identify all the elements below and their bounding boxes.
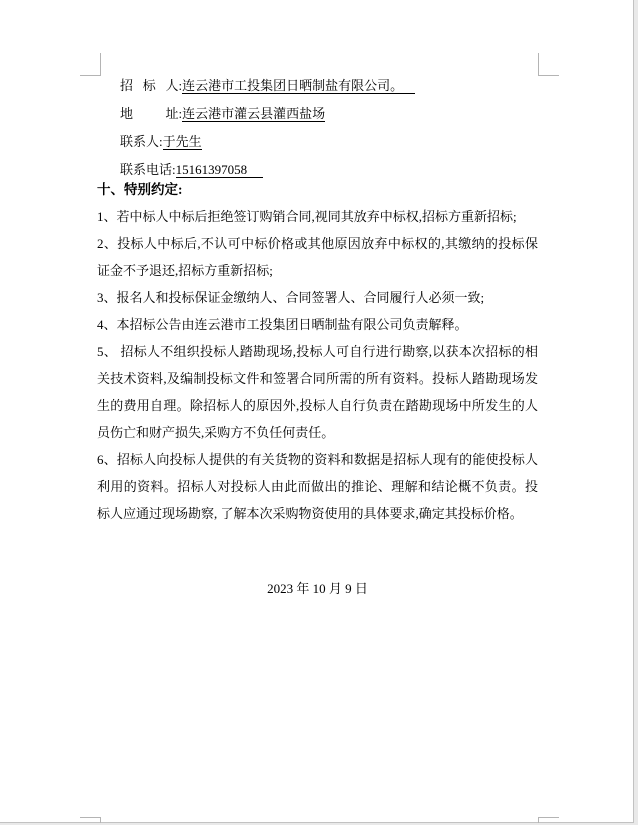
section-heading-special-provisions: 十、特别约定: xyxy=(97,182,183,197)
contact-person-label: 联系人: xyxy=(120,134,163,149)
margin-crop-mark-bottom-right xyxy=(538,817,559,823)
margin-crop-mark-bottom-left xyxy=(80,817,101,823)
tenderer-value: 连云港市工投集团日晒制盐有限公司。 xyxy=(182,78,415,94)
clause-5: 5、 招标人不组织投标人踏勘现场,投标人可自行进行勘察,以获本次招标的相关技术资料,及编制投标文件和签署合同所需的所有资料。投标人踏勘现场发生的费用自理。除招标人的原因外,投标人自行负责在踏勘现场中所发生的人员伤亡和财产损失,采购方不负任何责任。 xyxy=(97,344,538,440)
tenderer-label: 招 标 人: xyxy=(120,78,183,93)
contact-line-person xyxy=(120,128,538,156)
clause-1: 1、若中标人中标后拒绝签订购销合同,视同其放弃中标权,招标方重新招标; xyxy=(97,209,517,224)
address-label: 地 址: xyxy=(120,106,183,121)
phone-label: 联系电话: xyxy=(120,162,176,177)
contact-info-block xyxy=(97,72,538,184)
contact-line-tenderer xyxy=(120,72,538,100)
clause-6: 6、招标人向投标人提供的有关货物的资料和数据是招标人现有的能使投标人利用的资料。招标人对投标人由此而做出的推论、理解和结论概不负责。投标人应通过现场勘察, 了解本次采购物资使用的具体要求,确定其投标价格。 xyxy=(97,452,538,521)
clause-4: 4、本招标公告由连云港市工投集团日晒制盐有限公司负责解释。 xyxy=(97,317,468,332)
contact-line-address xyxy=(120,100,538,128)
margin-crop-mark-top-right xyxy=(538,53,559,76)
clause-2: 2、投标人中标后,不认可中标价格或其他原因放弃中标权的,其缴纳的投标保证金不予退还,招标方重新招标; xyxy=(97,236,538,278)
clause-3: 3、报名人和投标保证金缴纳人、合同签署人、合同履行人必须一致; xyxy=(97,290,485,305)
phone-value: 15161397058 xyxy=(176,162,264,178)
address-value: 连云港市灌云县灌西盐场 xyxy=(182,106,326,121)
document-date: 2023 年 10 月 9 日 xyxy=(267,581,368,596)
contact-person-value: 于先生 xyxy=(162,134,202,149)
document-body xyxy=(97,72,538,602)
